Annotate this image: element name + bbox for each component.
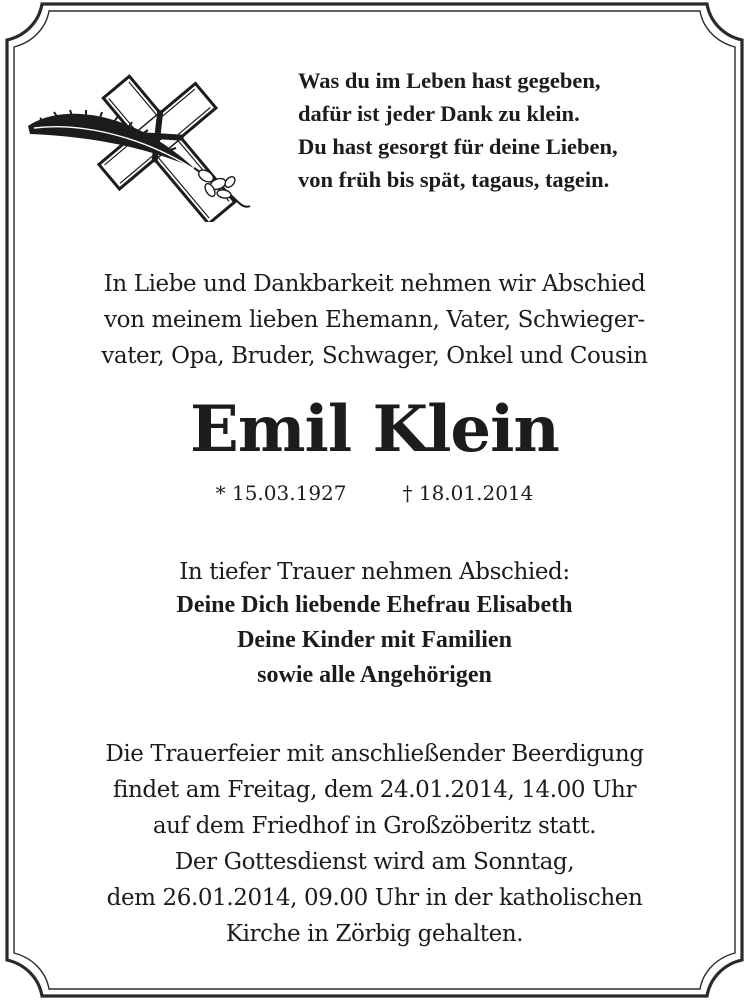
poem — [298, 64, 738, 196]
birth-date: * 15.03.1927 — [215, 481, 347, 505]
service-line: Der Gottesdienst wird am Sonntag, — [174, 849, 575, 875]
mourner-line: Deine Kinder mit Familien — [237, 627, 512, 653]
service-line: findet am Freitag, dem 24.01.2014, 14.00 Uhr — [112, 777, 637, 803]
service-line: auf dem Friedhof in Großzöberitz statt. — [152, 813, 597, 839]
life-dates — [0, 478, 749, 508]
service-line: Die Trauerfeier mit anschließender Beerdigung — [105, 741, 644, 767]
death-date: † 18.01.2014 — [402, 481, 534, 505]
poem-line: dafür ist jeder Dank zu klein. — [298, 101, 580, 126]
mourner-line: sowie alle Angehörigen — [257, 662, 492, 688]
mourners-heading: In tiefer Trauer nehmen Abschied: — [179, 559, 570, 585]
service-line: dem 26.01.2014, 09.00 Uhr in der katholischen — [106, 885, 643, 911]
cross-with-palm-frond-icon — [24, 72, 264, 222]
mourner-line: Deine Dich liebende Ehefrau Elisabeth — [176, 592, 573, 618]
intro-line: von meinem lieben Ehemann, Vater, Schwieger- — [104, 307, 645, 333]
poem-line: Was du im Leben hast gegeben, — [298, 68, 601, 93]
mourners-list — [0, 588, 749, 693]
deceased-name: Emil Klein — [190, 392, 559, 467]
service-line: Kirche in Zörbig gehalten. — [225, 921, 524, 947]
service-details — [0, 736, 749, 952]
poem-line: Du hast gesorgt für deine Lieben, — [298, 134, 618, 159]
farewell-intro — [0, 266, 749, 374]
intro-line: vater, Opa, Bruder, Schwager, Onkel und Cousin — [101, 343, 648, 369]
intro-line: In Liebe und Dankbarkeit nehmen wir Abschied — [103, 271, 646, 297]
poem-line: von früh bis spät, tagaus, tagein. — [298, 167, 610, 192]
